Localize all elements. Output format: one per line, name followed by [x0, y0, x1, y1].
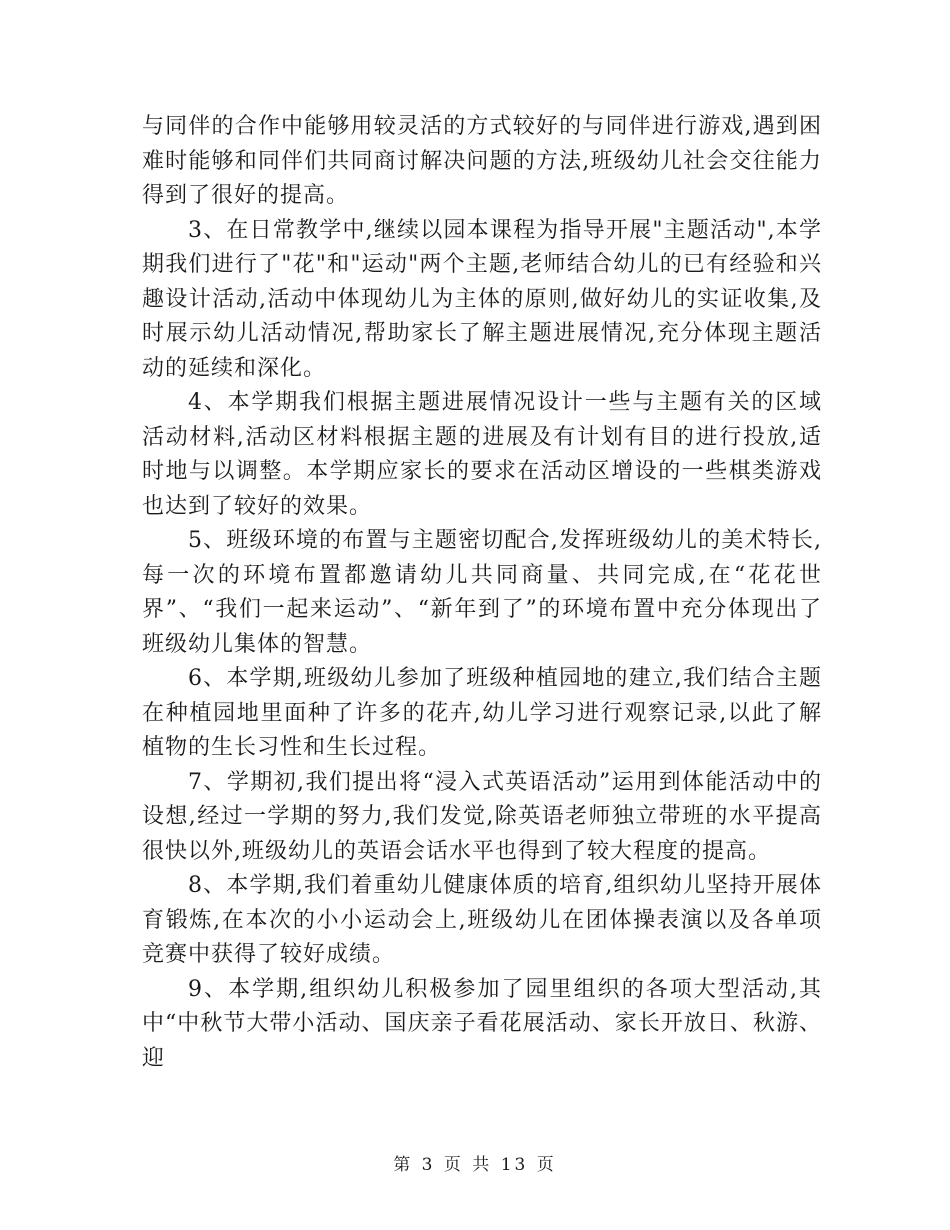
paragraph-item-4: 4、本学期我们根据主题进展情况设计一些与主题有关的区域活动材料,活动区材料根据主题的进展及有计划有目的进行投放,适时地与以调整。本学期应家长的要求在活动区增设的一些棋类游戏也达到了较好的效果。	[142, 390, 822, 519]
body-text	[142, 110, 822, 1076]
paragraph-item-8: 8、本学期,我们着重幼儿健康体质的培育,组织幼儿坚持开展体育锻炼,在本次的小小运动会上,班级幼儿在团体操表演以及各单项竞赛中获得了较好成绩。	[142, 873, 822, 967]
paragraph-item-7: 7、学期初,我们提出将“浸入式英语活动”运用到体能活动中的设想,经过一学期的努力,我们发觉,除英语老师独立带班的水平提高很快以外,班级幼儿的英语会话水平也得到了较大程度的提高。	[142, 769, 822, 864]
page-footer: 第 3 页 共 13 页	[393, 1155, 557, 1175]
paragraph-item-6: 6、本学期,班级幼儿参加了班级种植园地的建立,我们结合主题在种植园地里面种了许多的花卉,幼儿学习进行观察记录,以此了解植物的生长习性和生长过程。	[142, 666, 822, 760]
paragraph-item-3: 3、在日常教学中,继续以园本课程为指导开展"主题活动",本学期我们进行了"花"和"运动"两个主题,老师结合幼儿的已有经验和兴趣设计活动,活动中体现幼儿为主体的原则,做好幼儿的实证收集,及时展示幼儿活动情况,帮助家长了解主题进展情况,充分体现主题活动的延续和深化。	[142, 217, 822, 381]
paragraph-item-5: 5、班级环境的布置与主题密切配合,发挥班级幼儿的美术特长,每一次的环境布置都邀请幼儿共同商量、共同完成,在“花花世界”、“我们一起来运动”、“新年到了”的环境布置中充分体现出了班级幼儿集体的智慧。	[142, 528, 822, 657]
paragraph-item-9: 9、本学期,组织幼儿积极参加了园里组织的各项大型活动,其中“中秋节大带小活动、国庆亲子看花展活动、家长开放日、秋游、迎	[142, 976, 822, 1071]
paragraph-continuation: 与同伴的合作中能够用较灵活的方式较好的与同伴进行游戏,遇到困难时能够和同伴们共同商讨解决问题的方法,班级幼儿社会交往能力得到了很好的提高。	[142, 114, 822, 208]
